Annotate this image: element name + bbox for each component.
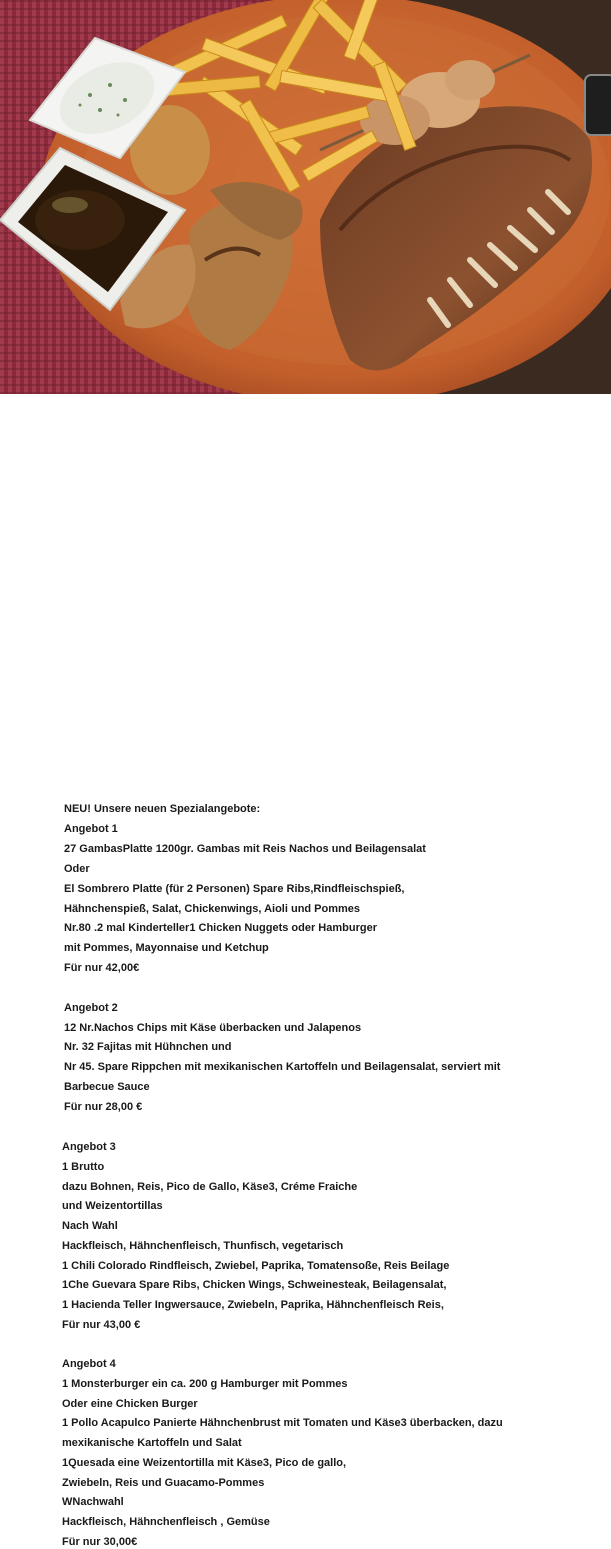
angebot2-line: Barbecue Sauce [64,1081,150,1093]
angebot1-price: Für nur 42,00€ [64,962,140,974]
food-platter-illustration [0,0,611,394]
angebot1-line: mit Pommes, Mayonnaise und Ketchup [64,942,269,954]
angebot3-line: 1 Brutto [62,1161,105,1173]
angebot3-line: Hackfleisch, Hähnchenfleisch, Thunfisch, vegetarisch [62,1240,344,1252]
angebot2-line: Nr. 32 Fajitas mit Hühnchen und [64,1041,232,1053]
angebot3-line: 1 Hacienda Teller Ingwersauce, Zwiebeln, Paprika, Hähnchenfleisch Reis, [62,1299,444,1311]
angebot3-line: und Weizentortillas [62,1200,163,1212]
angebot3-title: Angebot 3 [62,1141,116,1153]
angebot4-line: mexikanische Kartoffeln und Salat [62,1437,242,1449]
angebot2-line: Nr 45. Spare Rippchen mit mexikanischen Kartoffeln und Beilagensalat, serviert mit [64,1061,501,1073]
angebot4-line: WNachwahl [62,1496,124,1508]
glass [585,75,611,135]
angebot2-price: Für nur 28,00 € [64,1101,143,1113]
angebot4-line: 1Quesada eine Weizentortilla mit Käse3, Pico de gallo, [62,1457,347,1469]
angebot4-line: 1 Pollo Acapulco Panierte Hähnchenbrust mit Tomaten und Käse3 überbacken, dazu [62,1417,503,1429]
angebot4-line: Hackfleisch, Hähnchenfleisch , Gemüse [62,1516,270,1528]
angebot1-line: Nr.80 .2 mal Kinderteller1 Chicken Nuggets oder Hamburger [64,922,377,934]
food-platter-photo [0,0,611,394]
angebot4-title: Angebot 4 [62,1358,116,1370]
intro-heading: NEU! Unsere neuen Spezialangebote: [64,803,261,815]
angebot3-price: Für nur 43,00 € [62,1319,141,1331]
angebot4-line: Oder eine Chicken Burger [62,1398,198,1410]
angebot3-line: Nach Wahl [62,1220,118,1232]
angebot2-title: Angebot 2 [64,1002,118,1014]
angebot1-title: Angebot 1 [64,823,118,835]
angebot1-line: Oder [64,863,90,875]
angebot4-line: Zwiebeln, Reis und Guacamo-Pommes [62,1477,265,1489]
angebot1-line: 27 GambasPlatte 1200gr. Gambas mit Reis Nachos und Beilagensalat [64,843,426,855]
angebot3-line: 1Che Guevara Spare Ribs, Chicken Wings, Schweinesteak, Beilagensalat, [62,1279,447,1291]
angebot4-line: 1 Monsterburger ein ca. 200 g Hamburger mit Pommes [62,1378,348,1390]
angebot3-line: 1 Chili Colorado Rindfleisch, Zwiebel, Paprika, Tomatensoße, Reis Beilage [62,1260,450,1272]
angebot4-price: Für nur 30,00€ [62,1536,138,1548]
angebot1-line: Hähnchenspieß, Salat, Chickenwings, Aioli und Pommes [64,903,361,915]
angebot2-line: 12 Nr.Nachos Chips mit Käse überbacken und Jalapenos [64,1022,362,1034]
angebot3-line: dazu Bohnen, Reis, Pico de Gallo, Käse3, Créme Fraiche [62,1181,358,1193]
angebot1-line: El Sombrero Platte (für 2 Personen) Spare Ribs,Rindfleischspieß, [64,883,405,895]
